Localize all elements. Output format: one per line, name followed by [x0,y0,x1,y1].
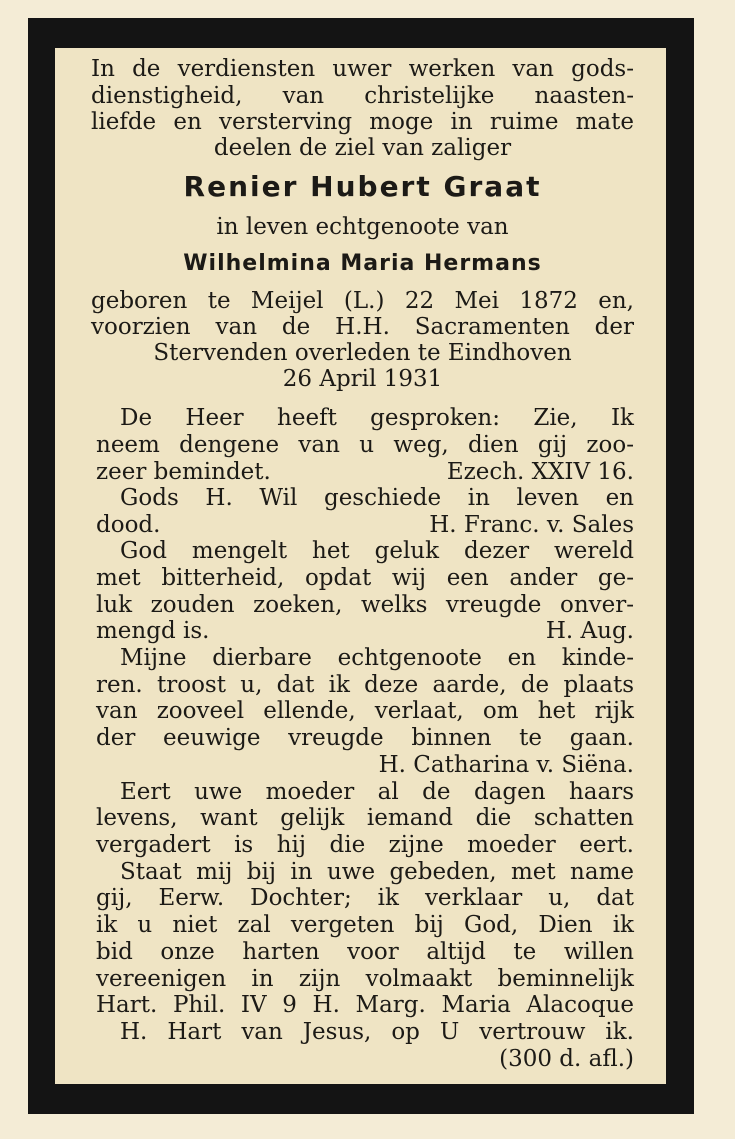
quote-reference: H. Aug. [545,618,634,644]
quote-line: neem dengene van u weg, dien gij zoo- [96,432,634,458]
quote-line [96,618,634,644]
quote-line: De Heer heeft gesproken: Zie, Ik [120,405,634,431]
quote-line: ren. troost u, dat ik deze aarde, de plaats [96,672,634,698]
quote-line: Gods H. Wil geschiede in leven en [120,485,634,511]
intro-line-1: In de verdiensten uwer werken van gods- [91,56,634,82]
deceased-name: Renier Hubert Graat [183,170,542,203]
quote-line: met bitterheid, opdat wij een ander ge- [96,565,634,591]
life-line-2: voorzien van de H.H. Sacramenten der [91,314,634,340]
quote-line: vereenigen in zijn volmaakt beminnelijk [96,966,634,992]
life-line-3: Stervenden overleden te Eindhoven [153,340,572,366]
quote-line [96,512,634,538]
quote-line [96,459,634,485]
life-line-1: geboren te Meijel (L.) 22 Mei 1872 en, [91,288,634,314]
spouse-intro: in leven echtgenoote van [216,214,509,240]
prayer-line: H. Hart van Jesus, op U vertrouw ik. [120,1019,634,1045]
quote-line: luk zouden zoeken, welks vreugde onver- [96,592,634,618]
intro-line-3: liefde en versterving moge in ruime mate [91,109,634,135]
quote-line: der eeuwige vreugde binnen te gaan. [96,725,634,751]
spouse-name: Wilhelmina Maria Hermans [183,251,542,276]
quote-line: van zooveel ellende, verlaat, om het rijk [96,698,634,724]
quote-line: Mijne dierbare echtgenoote en kinde- [120,645,634,671]
quote-line: levens, want gelijk iemand die schatten [96,805,634,831]
indulgence-note: (300 d. afl.) [499,1046,634,1072]
quote-reference: Ezech. XXIV 16. [446,459,634,485]
quote-line: Hart. Phil. IV 9 H. Marg. Maria Alacoque [96,992,634,1018]
intro-line-4: deelen de ziel van zaliger [213,135,512,161]
death-date: 26 April 1931 [282,366,443,392]
quote-line: vergadert is hij die zijne moeder eert. [96,832,634,858]
quote-text: dood. [96,512,161,538]
card-text-panel [55,48,666,1084]
quote-line: ik u niet zal vergeten bij God, Dien ik [96,912,634,938]
quote-text: zeer bemindet. [96,459,271,485]
quote-line: bid onze harten voor altijd te willen [96,939,634,965]
quote-line: God mengelt het geluk dezer wereld [120,538,634,564]
quote-reference: H. Franc. v. Sales [429,512,634,538]
quote-reference: H. Catharina v. Siëna. [378,752,634,778]
quote-line: gij, Eerw. Dochter; ik verklaar u, dat [96,885,634,911]
intro-line-2: dienstigheid, van christelijke naasten- [91,83,634,109]
quote-line: Staat mij bij in uwe gebeden, met name [120,859,634,885]
quote-text: mengd is. [96,618,210,644]
quote-line: Eert uwe moeder al de dagen haars [120,779,634,805]
